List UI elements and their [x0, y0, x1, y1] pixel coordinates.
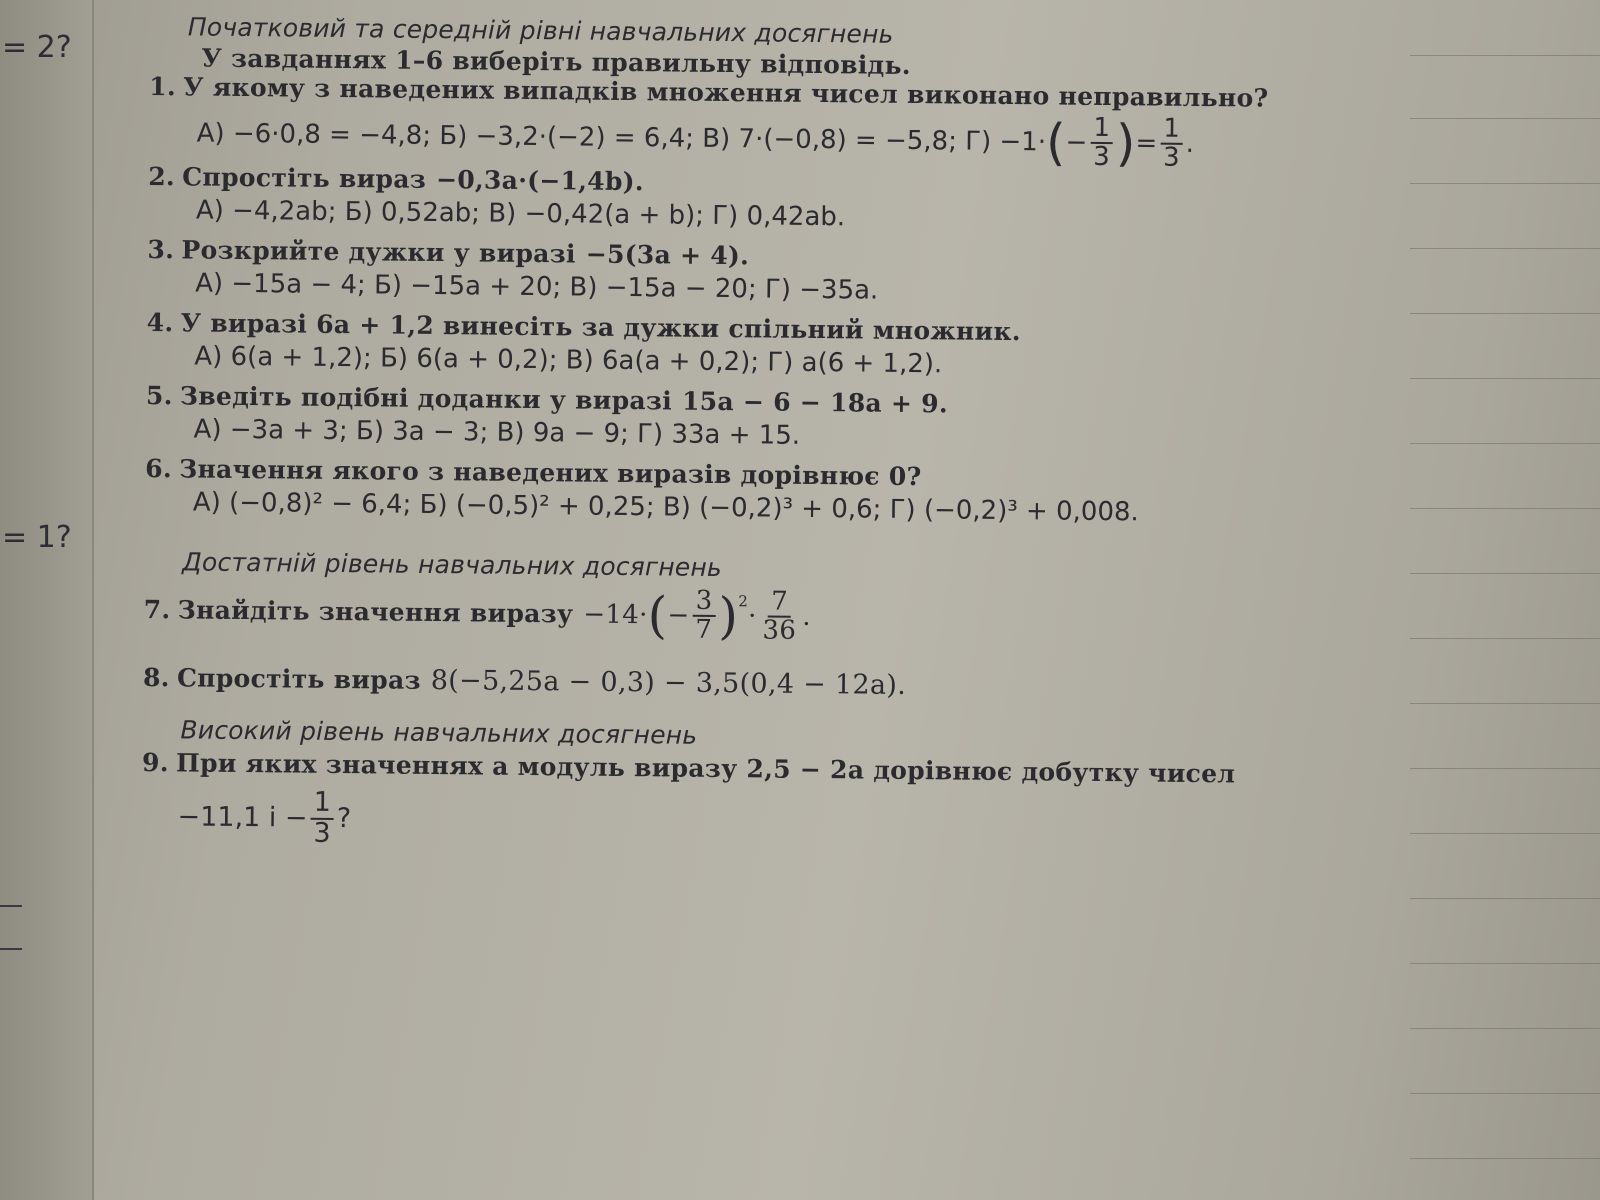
- task-question: Спростіть вираз: [176, 663, 421, 696]
- level-heading-sufficient: Достатній рівень навчальних досягнень: [182, 546, 723, 582]
- task-number: 8.: [142, 663, 170, 693]
- task-number: 1.: [149, 71, 177, 102]
- task-question: Значення якого з наведених виразів дорівнює 0?: [179, 453, 922, 491]
- task-7: [143, 582, 1404, 652]
- task-expression: −14· ( − $\frac{3}{7}$ ) $^2$ · $\frac{7}{36}$ .: [583, 585, 812, 646]
- task-options: А) −4,2ab; Б) 0,52ab; В) −0,42(a + b); Г) 0,42ab.: [195, 195, 846, 232]
- margin-note-middle: = 1?: [2, 520, 72, 555]
- margin-note-top: = 2?: [2, 30, 72, 65]
- fraction: $\frac{3}{7}$: [692, 587, 715, 644]
- task-question: Розкрийте дужки у виразі: [181, 234, 576, 269]
- task-4: [146, 308, 1407, 384]
- fraction: $\frac{1}{3}$: [310, 789, 334, 848]
- level-heading-high: Високий рівень навчальних досягнень: [180, 715, 698, 750]
- exponent: 2: [738, 591, 749, 610]
- task-options: А) 6(a + 1,2); Б) 6(a + 0,2); В) 6a(a + 0,2); Г) a(6 + 1,2).: [194, 341, 943, 379]
- task-expression: −0,3a·(−1,4b).: [435, 164, 645, 196]
- task-number: 3.: [147, 234, 175, 264]
- task-question: Зведіть подібні доданки у виразі: [179, 380, 673, 416]
- task-6: [145, 454, 1406, 530]
- task-question: При яких значеннях a модуль виразу 2,5 − 2a дорівнює добутку чисел: [175, 748, 1236, 789]
- fraction: $\frac{7}{36}$: [762, 586, 797, 646]
- task-1: [148, 72, 1409, 175]
- task-number: 9.: [141, 748, 169, 778]
- margin-dash: [0, 905, 22, 907]
- task-number: 5.: [145, 380, 173, 410]
- task-question: У якому з наведених випадків множення чисел виконано неправильно?: [183, 72, 1269, 113]
- task-number: 2.: [148, 161, 176, 191]
- left-page-edge: [0, 0, 94, 1200]
- level-heading-initial: Початковий та середній рівні навчальних досягнень: [187, 12, 894, 49]
- fraction: $\frac{1}{3}$: [1090, 115, 1113, 172]
- fraction: $\frac{1}{3}$: [1160, 116, 1183, 173]
- margin-dash: [0, 948, 22, 950]
- task-options: А) −6·0,8 = −4,8; Б) −3,2·(−2) = 6,4; В) 7·(−0,8) = −5,8; Г) −1· ( − $\frac{1}{3}$ ) = $\frac{1}{3}$ .: [196, 112, 1195, 174]
- instruction-text: У завданнях 1–6 виберіть правильну відповідь.: [201, 43, 912, 80]
- task-8: [143, 662, 1403, 706]
- worksheet: [141, 12, 1410, 859]
- task-question: Спростіть вираз: [182, 161, 427, 194]
- task-expression: 15a − 6 − 18a + 9.: [681, 386, 949, 418]
- task-expression: 8(−5,25a − 0,3) − 3,5(0,4 − 12a).: [430, 665, 907, 702]
- task-question: Знайдіть значення виразу: [177, 595, 574, 629]
- task-number: 4.: [146, 307, 174, 337]
- task-options: А) (−0,8)² − 6,4; Б) (−0,5)² + 0,25; В) (−0,2)³ + 0,6; Г) (−0,2)³ + 0,008.: [192, 487, 1139, 527]
- options-text: А) −6·0,8 = −4,8; Б) −3,2·(−2) = 6,4; В) 7·(−0,8) = −5,8; Г) −1·: [196, 118, 1047, 158]
- task-expression: −5(3a + 4).: [585, 239, 750, 270]
- task-2: [148, 162, 1409, 238]
- task-9: [141, 748, 1402, 859]
- task-question: У виразі 6a + 1,2 винесіть за дужки спільний множник.: [180, 307, 1021, 346]
- task-number: 6.: [145, 453, 173, 483]
- task-options: А) −15a − 4; Б) −15a + 20; В) −15a − 20; Г) −35a.: [195, 268, 879, 306]
- task-5: [145, 381, 1406, 457]
- task-number: 7.: [143, 595, 171, 625]
- task-3: [147, 235, 1408, 311]
- task-answer-line: −11,1 і − $\frac{1}{3}$ ?: [177, 786, 352, 849]
- task-options: А) −3a + 3; Б) 3a − 3; В) 9a − 9; Г) 33a + 15.: [193, 414, 801, 451]
